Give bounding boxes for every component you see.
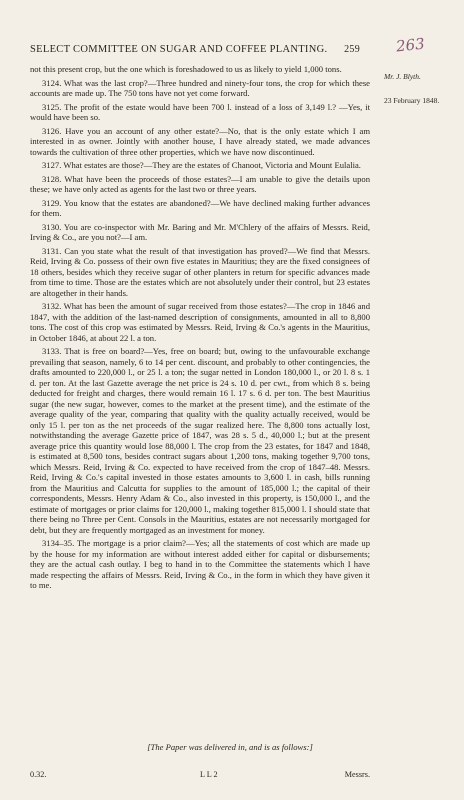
paragraph: 3132. What has been the amount of sugar received from those estates?—The crop in 1846 and 1847, with the addition of the last-named description of consignments, amounted in all to 8,800 tons. The cost of this crop was estimated by Messrs. Reid, Irving & Co.'s agents in the Mauritius, in October 1846, at about 22 l. a ton.	[30, 301, 370, 343]
paper-delivered-note: [The Paper was delivered in, and is as follows:]	[147, 742, 313, 752]
paragraph: 3127. What estates are those?—They are the estates of Chanoot, Victoria and Mount Eulalia.	[42, 160, 361, 170]
margin-date: 23 February 1848.	[384, 96, 440, 105]
running-header	[30, 44, 360, 55]
margin-witness: Mr. J. Blyth.	[384, 72, 421, 81]
page-footer	[30, 770, 370, 782]
paragraph: 3130. You are co-inspector with Mr. Baring and Mr. M'Chlery of the affairs of Messrs. Reid, Irving & Co., are you not?—I am.	[30, 221, 370, 242]
paragraph: 3133. That is free on board?—Yes, free on board; but, owing to the unfavourable exchange prevailing that season, namely, 6 to 14 per cent. discount, and probably to other contingencies, the drafts amounted to 220,000 l., or 25 l. a ton; the sugar netted in London 180,000 l., or 20 l. 8 s. 1 d. per ton. At the last Gazette average the net price is 24 s. 10 d. per cwt., from which 8 s. being deducted for freight and charges, there would remain 16 l. 17 s. 6 d. per ton. The best Mauritius sugar (the new sugar, however, comes to the market at the present time), and the estimate of the average quality of the year, comparing that quality with the quality actually received, would be only 15 l. per ton as the net proceeds of the sugar realized here. The 8,800 tons actually lost, notwithstanding the average Gazette price of 1847, was 28 s. 5 d., 40,000 l.; but at the present average price this quantity would lose 88,000 l. The crop from the 23 estates, for 1847 and 1848, is estimated at 8,500 tons, besides contract sugars about 1,200 tons, making together 9,700 tons, which Messrs. Reid, Irving & Co. expected to have received from the crop of 1847–48. Messrs. Reid, Irving & Co.'s capital invested in those estates amounts to 3,600 l. in cash, bills running from the Mauritius and Calcutta for supplies to the amount of 185,000 l.; the capital of their correspondents, Messrs. Henry Adam & Co., also invested in this property, is 150,000 l., and the estimate of mortgages or prior claims for 120,000 l., making together 815,000 l. I should state that there being no Three per Cent. Consols in the Mauritius, estates are not necessarily mortgaged for debt, but they are frequently mortgaged as an investment for money.	[30, 346, 370, 535]
header-title: SELECT COMMITTEE ON SUGAR AND COFFEE PLANTING.	[30, 44, 328, 55]
paragraph: not this present crop, but the one which is foreshadowed to us as likely to yield 1,000 tons.	[30, 64, 342, 74]
page-number: 259	[344, 44, 360, 55]
paragraph: 3129. You know that the estates are abandoned?—We have declined making further advances for them.	[30, 197, 370, 218]
paragraph: 3128. What have been the proceeds of those estates?—I am unable to give the details upon these; we have only acted as agents for the last two or three years.	[30, 173, 370, 194]
paragraph: 3124. What was the last crop?—Three hundred and ninety-four tons, the crop for which these accounts are made up. The 750 tons have not yet come forward.	[30, 77, 370, 98]
footer-catchword: Messrs.	[344, 770, 370, 779]
footer-signature: L L 2	[200, 770, 218, 779]
paragraph: 3134–35. The mortgage is a prior claim?—Yes; all the statements of cost which are made up by the house for my information are without interest added either for capital or disbursements; they are the actual cash outlay. I beg to hand in to the Committee the statements which I have made respecting the affairs of Messrs. Reid, Irving & Co., in the form in which they have given it to me.	[30, 538, 370, 590]
footer-left: 0.32.	[30, 770, 47, 779]
paragraph: 3126. Have you an account of any other estate?—No, that is the only estate which I am interested in as owner. Jointly with another house, I have already stated, we made advances towards the cultivation of three other properties, which we have now discontinued.	[30, 125, 370, 157]
paragraph: 3131. Can you state what the result of that investigation has proved?—We find that Messrs. Reid, Irving & Co. possess of their own five estates in Mauritius; they are the fixed consignees of 18 others, besides which they receive sugar of other planters in return for specific advances made from time to time. Those are the estates which are not absolutely under their control, but 23 estates are altogether in their hands.	[30, 245, 370, 298]
handwritten-page-number: 263	[395, 34, 426, 56]
paragraph: 3125. The profit of the estate would have been 700 l. instead of a loss of 3,149 l.? —Yes, it would have been so.	[30, 101, 370, 122]
testimony-body	[30, 64, 370, 594]
